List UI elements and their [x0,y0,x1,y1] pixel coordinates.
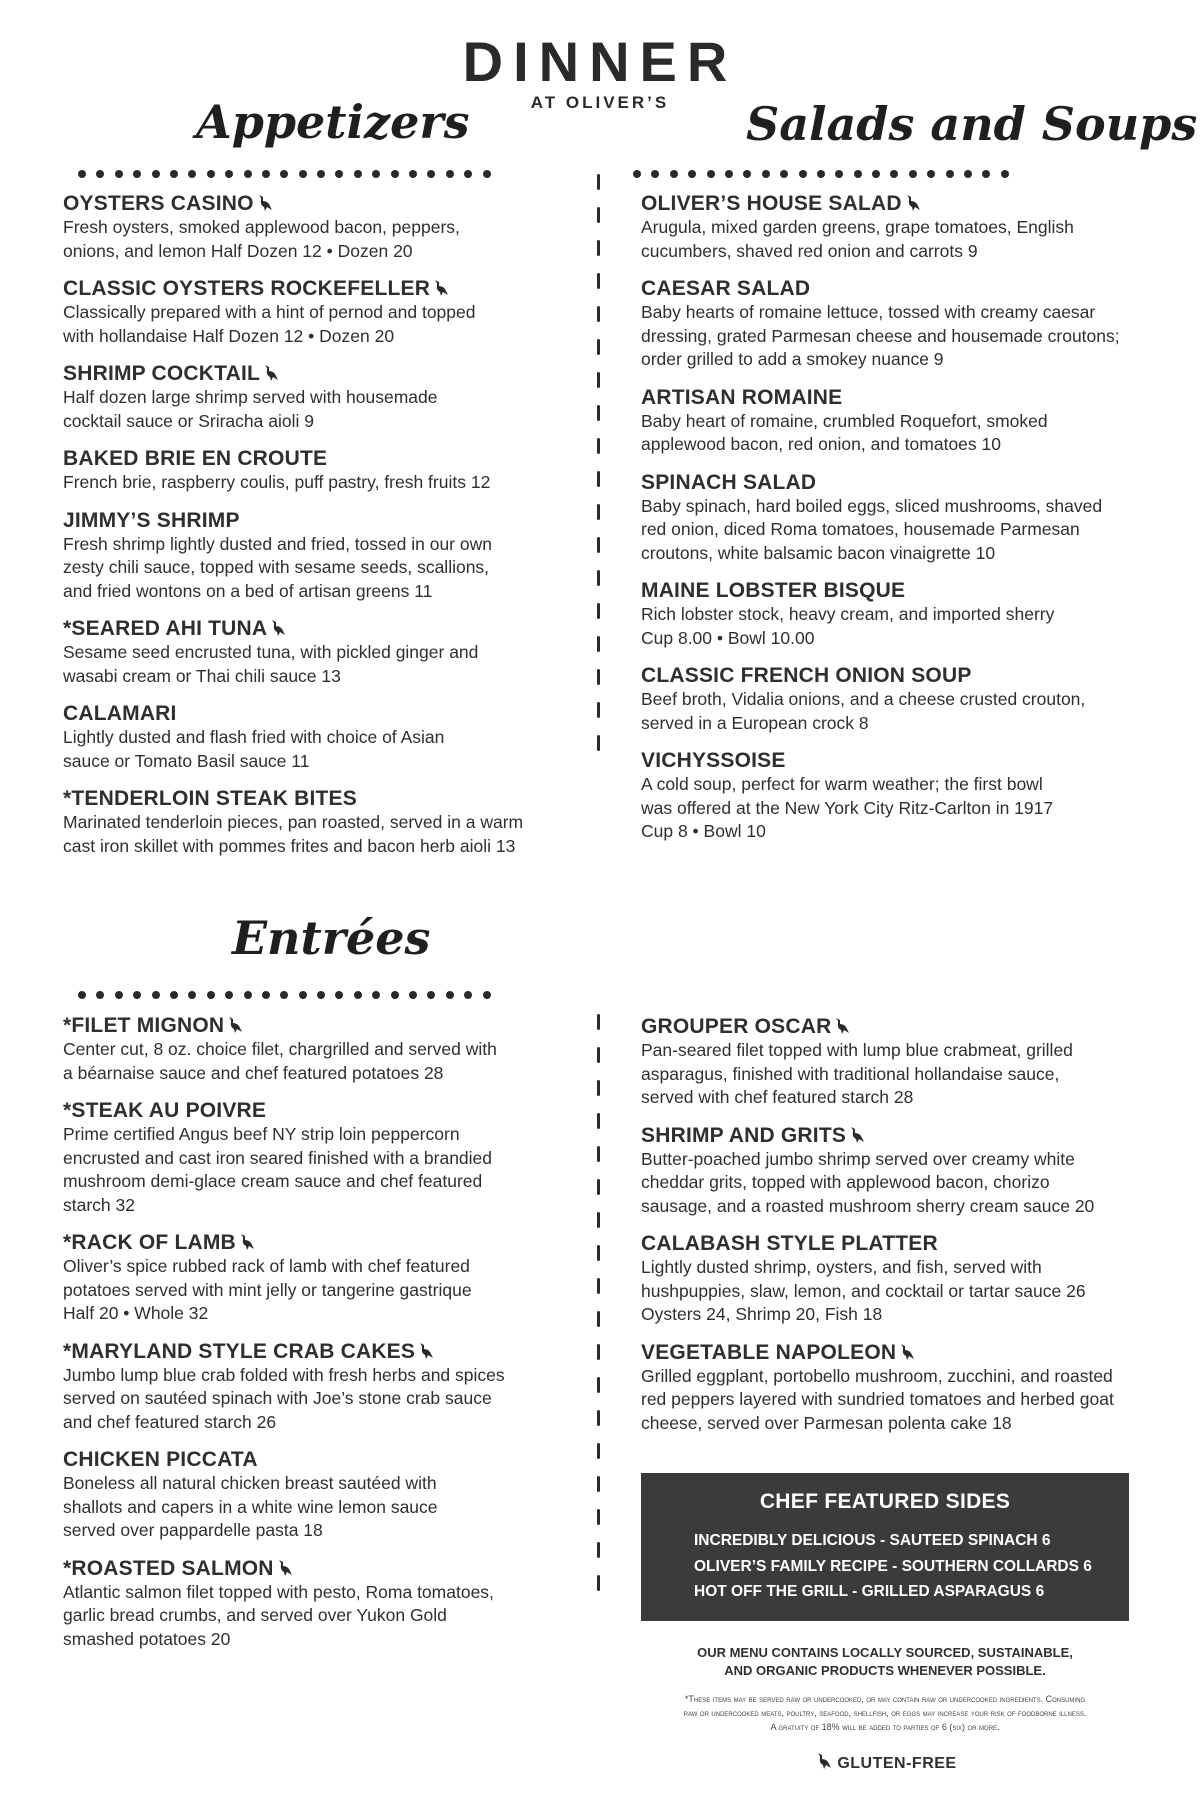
divider-dash [597,240,600,256]
menu-item [63,1339,563,1435]
menu-item [63,1556,563,1652]
menu-item-name [641,663,1161,688]
rule-dot [372,170,380,178]
rule-dot [391,170,399,178]
menu-title: DINNER [462,30,738,93]
menu-item-name [63,1013,563,1038]
menu-item-description-line: Grilled eggplant, portobello mushroom, zucchini, and roasted [641,1365,1113,1386]
menu-item-name-text: *TENDERLOIN STEAK BITES [63,787,357,810]
menu-item-description-line: A cold soup, perfect for warm weather; the first bowl [641,774,1043,794]
menu-item-description-line: smashed potatoes 20 [63,1628,231,1649]
menu-item-description-line: red onion, diced Roma tomatoes, housemade Parmesan [641,519,1080,539]
heron-icon [277,1559,293,1577]
menu-item-name [641,748,1161,773]
menu-item-description-line: Arugula, mixed garden greens, grape tomatoes, English [641,217,1074,237]
menu-item-description-line: potatoes served with mint jelly or tangerine gastrique [63,1279,472,1300]
menu-item-description-line: Center cut, 8 oz. choice filet, chargrilled and served with [63,1039,497,1059]
menu-item [63,191,563,263]
rule-dot [982,170,990,178]
menu-item-name [63,616,563,641]
menu-item-name-text: *MARYLAND STYLE CRAB CAKES [63,1339,416,1363]
menu-item-description-line: asparagus, finished with traditional hollandaise sauce, [641,1063,1060,1084]
menu-item [63,1098,563,1217]
appetizers-heading: Appetizers [196,95,470,149]
menu-item [63,361,563,433]
column-divider-bottom [597,1014,601,1608]
rule-dot [725,170,733,178]
menu-item-description-line: cucumbers, shaved red onion and carrots 9 [641,240,978,261]
divider-dash [597,405,600,421]
menu-item-description-line: and chef featured starch 26 [63,1411,277,1432]
divider-dash [597,1476,600,1492]
menu-item-description-line: Lightly dusted shrimp, oysters, and fish, served with [641,1257,1042,1277]
menu-item-description-line: Oysters 24, Shrimp 20, Fish 18 [641,1304,883,1324]
rule-dot [188,991,196,999]
side-item: HOT OFF THE GRILL - GRILLED ASPARAGUS 6 [694,1583,1045,1600]
heron-icon [834,1017,850,1035]
sourcing-note [641,1644,1129,1680]
menu-item-description-line: Half 20 • Whole 32 [63,1303,209,1323]
menu-item-description-line: sauce or Tomato Basil sauce 11 [63,750,310,771]
salads-dot-rule [633,165,1019,175]
rule-dot [152,170,160,178]
menu-item-description-line: was offered at the New York City Ritz-Carlton in 1917 [641,797,1054,818]
menu-item-name-text: CAESAR SALAD [641,277,811,300]
menu-subtitle: AT OLIVER’S [530,93,670,112]
rule-dot [207,991,215,999]
menu-item-name [641,578,1161,603]
divider-dash [597,1080,600,1096]
divider-dash [597,1278,600,1294]
divider-dash [597,1212,600,1228]
rule-dot [633,170,641,178]
menu-item-name [641,191,1161,216]
menu-item-description-line: onions, and lemon Half Dozen 12 • Dozen 20 [63,240,413,261]
menu-item-description-line: croutons, white balsamic bacon vinaigrette 10 [641,542,996,563]
menu-item-description-line: cheese, served over Parmesan polenta cake 18 [641,1412,1012,1433]
menu-item-name [641,276,1161,301]
menu-item-description-line: with hollandaise Half Dozen 12 • Dozen 20 [63,325,395,346]
menu-item [641,578,1161,650]
divider-dash [597,669,600,685]
heron-icon [849,1126,865,1144]
sourcing-note-line: AND ORGANIC PRODUCTS WHENEVER POSSIBLE. [724,1663,1046,1678]
divider-dash [597,207,600,223]
menu-item-description-line: served over pappardelle pasta 18 [63,1520,323,1540]
menu-item-name [63,446,563,471]
menu-item [641,470,1161,566]
menu-item-description-line: encrusted and cast iron seared finished with a brandied [63,1147,493,1168]
divider-dash [597,306,600,322]
sides-title: CHEF FEATURED SIDES [759,1490,1011,1513]
divider-dash [597,339,600,355]
menu-item-description-line: French brie, raspberry coulis, puff pastry, fresh fruits 12 [63,472,491,492]
menu-item [63,508,563,604]
heron-icon [270,619,286,637]
divider-dash [597,174,600,190]
menu-item-name [63,276,563,301]
entrees-dot-rule [78,986,501,996]
side-item: OLIVER’S FAMILY RECIPE - SOUTHERN COLLARDS 6 [694,1557,1092,1575]
menu-item-description-line: Butter-poached jumbo shrimp served over creamy white [641,1148,1075,1169]
menu-item [63,1230,563,1326]
disclaimer-line: A gratuity of 18% will be added to parties of 6 (six) or more. [770,1722,1000,1732]
menu-item-name-text: ARTISAN ROMAINE [641,385,843,409]
entrees-left-list [63,1013,563,1664]
heron-icon [899,1343,915,1361]
rule-dot [354,170,362,178]
menu-item-name [63,508,563,533]
menu-item-name-text: *SEARED AHI TUNA [63,617,268,640]
divider-dash [597,1509,600,1525]
heron-icon [418,1342,434,1360]
divider-dash [597,1377,600,1393]
rule-dot [317,991,325,999]
menu-item [641,1014,1161,1110]
menu-item-description-line: Prime certified Angus beef NY strip loin peppercorn [63,1124,460,1144]
chef-featured-sides-box [641,1473,1129,1621]
menu-item-description-line: Rich lobster stock, heavy cream, and imported sherry [641,604,1055,624]
menu-item-description-line: served with chef featured starch 28 [641,1087,914,1107]
rule-dot [133,170,141,178]
rule-dot [1001,170,1009,178]
menu-item-description-line: Baby hearts of romaine lettuce, tossed with creamy caesar [641,302,1096,322]
divider-dash [597,1311,600,1327]
rule-dot [946,170,954,178]
menu-item-description-line: and fried wontons on a bed of artisan greens 11 [63,580,433,601]
salads-list [641,191,1161,857]
rule-dot [96,991,104,999]
rule-dot [707,170,715,178]
menu-item-name-text: *RACK OF LAMB [63,1231,236,1254]
rule-dot [115,991,123,999]
rule-dot [78,991,86,999]
menu-item-description-line: Jumbo lump blue crab folded with fresh herbs and spices [63,1364,505,1385]
menu-item-description-line: Baby spinach, hard boiled eggs, sliced mushrooms, shaved [641,495,1103,516]
gluten-free-legend [641,1752,1129,1773]
entrees-heading: Entrées [232,911,431,965]
menu-item-name-text: GROUPER OSCAR [641,1015,832,1038]
entrees-right-list [641,1014,1161,1448]
rule-dot [890,170,898,178]
menu-item-description-line: a béarnaise sauce and chef featured potatoes 28 [63,1062,444,1083]
divider-dash [597,537,600,553]
rule-dot [909,170,917,178]
menu-item-description-line: applewood bacon, red onion, and tomatoes 10 [641,434,1001,454]
side-item: INCREDIBLY DELICIOUS - SAUTEED SPINACH 6 [694,1532,1051,1549]
rule-dot [280,991,288,999]
menu-item [63,276,563,348]
menu-item-name [641,385,1161,410]
rule-dot [688,170,696,178]
rule-dot [188,170,196,178]
menu-item-name [63,701,563,726]
menu-item [641,663,1161,735]
divider-dash [597,438,600,454]
heron-icon [239,1233,255,1251]
menu-item-description-line: served in a European crock 8 [641,712,869,733]
menu-item-name-text: BAKED BRIE EN CROUTE [63,447,328,470]
menu-item [63,701,563,773]
divider-dash [597,1113,600,1129]
divider-dash [597,570,600,586]
rule-dot [780,170,788,178]
rule-dot [170,170,178,178]
menu-item-description-line: Boneless all natural chicken breast sautéed with [63,1473,437,1493]
menu-item-description-line: served on sautéed spinach with Joe’s stone crab sauce [63,1388,492,1408]
divider-dash [597,1542,600,1558]
sides-list [694,1528,1129,1605]
menu-item-name [63,361,563,386]
heron-icon [227,1016,243,1034]
appetizers-list [63,191,563,871]
menu-item-name [63,786,563,811]
menu-item-name [641,470,1161,495]
rule-dot [335,170,343,178]
divider-dash [597,1344,600,1360]
menu-item-description-line: shallots and capers in a white wine lemon sauce [63,1496,438,1517]
menu-item-description-line: Pan-seared filet topped with lump blue crabmeat, grilled [641,1040,1073,1060]
menu-item-description-line: garlic bread crumbs, and served over Yukon Gold [63,1605,447,1625]
menu-item-description-line: Baby heart of romaine, crumbled Roquefort, smoked [641,410,1048,431]
menu-item-description-line: red peppers layered with sundried tomatoes and herbed goat [641,1389,1114,1409]
rule-dot [207,170,215,178]
menu-item [63,1013,563,1085]
menu-item-name [63,191,563,216]
menu-item [641,385,1161,457]
menu-item-description-line: Oliver’s spice rubbed rack of lamb with chef featured [63,1256,470,1276]
divider-dash [597,1047,600,1063]
rule-dot [262,170,270,178]
menu-item-description-line: Marinated tenderloin pieces, pan roasted, served in a warm [63,812,524,832]
rule-dot [446,170,454,178]
menu-item-name-text: VICHYSSOISE [641,749,786,772]
menu-item-name-text: CLASSIC OYSTERS ROCKEFELLER [63,277,431,300]
heron-icon [263,364,279,382]
menu-item-description-line: Lightly dusted and flash fried with choice of Asian [63,727,445,747]
menu-item-name-text: CALABASH STYLE PLATTER [641,1232,938,1255]
menu-item-name-text: OLIVER’S HOUSE SALAD [641,192,902,215]
menu-item-description-line: cocktail sauce or Sriracha aioli 9 [63,410,314,431]
menu-item-description-line: zesty chili sauce, topped with sesame seeds, scallions, [63,557,490,577]
menu-item-name-text: CHICKEN PICCATA [63,1448,258,1471]
divider-dash [597,1410,600,1426]
rule-dot [817,170,825,178]
raw-food-disclaimer [641,1692,1129,1734]
rule-dot [927,170,935,178]
menu-item-description-line: Atlantic salmon filet topped with pesto, Roma tomatoes, [63,1581,494,1602]
divider-dash [597,471,600,487]
menu-item-description-line: Fresh shrimp lightly dusted and fried, tossed in our own [63,533,492,554]
menu-item-name-text: VEGETABLE NAPOLEON [641,1340,897,1364]
menu-item [641,1123,1161,1219]
menu-item-name [641,1231,1161,1256]
rule-dot [835,170,843,178]
column-divider-top [597,174,601,768]
menu-item [63,1447,563,1543]
disclaimer-line: *These items may be served raw or undercooked, or may contain raw or undercooked ingredients. Consuming [684,1694,1086,1704]
menu-item-name [63,1447,563,1472]
rule-dot [409,991,417,999]
menu-item-description-line: order grilled to add a smokey nuance 9 [641,349,944,369]
rule-dot [372,991,380,999]
menu-item-name-text: *FILET MIGNON [63,1014,225,1037]
menu-item [63,616,563,688]
menu-item [63,786,563,858]
rule-dot [133,991,141,999]
divider-dash [597,1245,600,1261]
menu-item-description-line: Half dozen large shrimp served with housemade [63,387,438,407]
menu-item-name [63,1230,563,1255]
menu-item-name-text: MAINE LOBSTER BISQUE [641,579,906,602]
divider-dash [597,1179,600,1195]
menu-item [641,748,1161,844]
divider-dash [597,1014,600,1030]
menu-item-description-line: dressing, grated Parmesan cheese and housemade croutons; [641,325,1120,346]
salads-heading: Salads and Soups [746,97,1198,151]
menu-item-name-text: SPINACH SALAD [641,470,817,494]
menu-item-description-line: Sesame seed encrusted tuna, with pickled ginger and [63,642,479,662]
menu-item [63,446,563,495]
menu-item-description-line: starch 32 [63,1194,135,1215]
menu-item-description-line: Classically prepared with a hint of pernod and topped [63,302,476,322]
rule-dot [464,170,472,178]
menu-item-name [641,1014,1161,1039]
menu-item-description-line: hushpuppies, slaw, lemon, and cocktail or tartar sauce 26 [641,1280,1086,1301]
rule-dot [409,170,417,178]
rule-dot [354,991,362,999]
menu-item-name-text: CALAMARI [63,702,177,725]
divider-dash [597,504,600,520]
menu-item-description-line: Fresh oysters, smoked applewood bacon, peppers, [63,217,460,237]
legend-label: GLUTEN-FREE [837,1755,957,1772]
menu-item-name-text: *ROASTED SALMON [63,1556,274,1580]
rule-dot [762,170,770,178]
rule-dot [483,170,491,178]
menu-item-name-text: *STEAK AU POIVRE [63,1099,267,1122]
menu-item-description-line: mushroom demi-glace cream sauce and chef featured [63,1171,483,1191]
menu-item-description-line: sausage, and a roasted mushroom sherry cream sauce 20 [641,1195,1095,1216]
menu-item-name-text: CLASSIC FRENCH ONION SOUP [641,664,972,687]
menu-item-description-line: Cup 8 • Bowl 10 [641,821,766,841]
menu-item-name-text: OYSTERS CASINO [63,192,254,215]
sourcing-note-line: OUR MENU CONTAINS LOCALLY SOURCED, SUSTAINABLE, [697,1645,1073,1660]
menu-item-name [641,1123,1161,1148]
divider-dash [597,636,600,652]
rule-dot [262,991,270,999]
menu-item-description-line: cast iron skillet with pommes frites and bacon herb aioli 13 [63,835,516,856]
rule-dot [854,170,862,178]
menu-item [641,1340,1161,1436]
menu-item-name [63,1556,563,1581]
divider-dash [597,1443,600,1459]
divider-dash [597,273,600,289]
rule-dot [427,170,435,178]
rule-dot [964,170,972,178]
disclaimer-line: raw or undercooked meats, poultry, seafood, shellfish, or eggs may increase your risk of foodborne illness. [683,1708,1087,1718]
menu-item-description-line: cheddar grits, topped with applewood bacon, chorizo [641,1172,1050,1192]
menu-item-name-text: SHRIMP COCKTAIL [63,362,261,385]
rule-dot [225,170,233,178]
menu-item-name [63,1339,563,1364]
heron-icon [816,1752,832,1770]
menu-item-description-line: Cup 8.00 • Bowl 10.00 [641,627,815,648]
rule-dot [670,170,678,178]
rule-dot [799,170,807,178]
rule-dot [152,991,160,999]
rule-dot [335,991,343,999]
heron-icon [905,194,921,212]
rule-dot [872,170,880,178]
rule-dot [299,991,307,999]
rule-dot [78,170,86,178]
rule-dot [464,991,472,999]
rule-dot [170,991,178,999]
menu-item-name-text: SHRIMP AND GRITS [641,1123,847,1147]
menu-item-name [641,1340,1161,1365]
menu-item-description-line: wasabi cream or Thai chili sauce 13 [63,665,341,686]
rule-dot [244,170,252,178]
rule-dot [280,170,288,178]
menu-item [641,276,1161,372]
rule-dot [427,991,435,999]
menu-item-name [63,1098,563,1123]
divider-dash [597,702,600,718]
rule-dot [446,991,454,999]
heron-icon [257,194,273,212]
divider-dash [597,603,600,619]
rule-dot [743,170,751,178]
menu-item-name-text: JIMMY’S SHRIMP [63,508,240,532]
rule-dot [391,991,399,999]
rule-dot [299,170,307,178]
appetizers-dot-rule [78,165,501,175]
menu-item [641,191,1161,263]
rule-dot [96,170,104,178]
menu-item-description-line: Beef broth, Vidalia onions, and a cheese crusted crouton, [641,689,1086,709]
divider-dash [597,372,600,388]
rule-dot [483,991,491,999]
divider-dash [597,1146,600,1162]
heron-icon [433,279,449,297]
menu-item [641,1231,1161,1327]
divider-dash [597,735,600,751]
rule-dot [244,991,252,999]
rule-dot [225,991,233,999]
divider-dash [597,1575,600,1591]
rule-dot [651,170,659,178]
rule-dot [115,170,123,178]
rule-dot [317,170,325,178]
